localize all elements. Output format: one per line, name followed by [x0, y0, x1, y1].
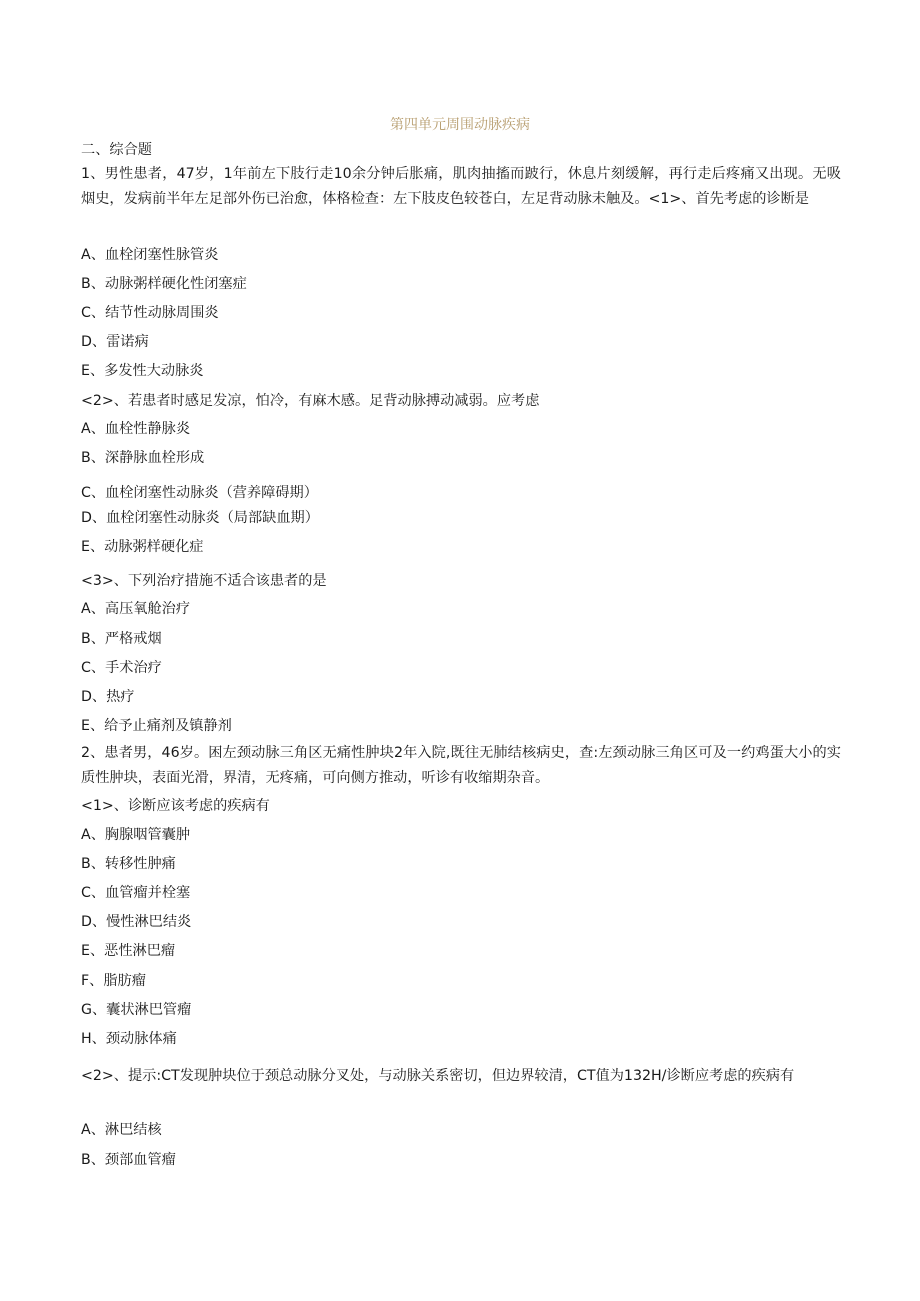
question-1-stem: 1、男性患者，47岁，1年前左下肢行走10余分钟后胀痛，肌肉抽搐而跛行，休息片刻缓解，再行走后疼痛又出现。无吸烟史，发病前半年左足部外伤已治愈，体格检查：左下肢皮色较苍白，左足背动脉未触及。<1>、首先考虑的诊断是 [81, 166, 841, 207]
section-heading: 二、综合题 [81, 142, 152, 158]
q2-1-option-e: E、恶性淋巴瘤 [81, 943, 176, 959]
q1-1-option-d: D、雷诺病 [81, 334, 149, 350]
q2-1-option-g: G、囊状淋巴管瘤 [81, 1002, 192, 1018]
q2-1-option-c: C、血管瘤并栓塞 [81, 885, 191, 901]
question-2-stem: 2、患者男，46岁。困左颈动脉三角区无痛性肿块2年入院,既往无肺结核病史，查:左颈动脉三角区可及一约鸡蛋大小的实质性肿块，表面光滑，界清，无疼痛，可向侧方推动，听诊有收缩期杂音。 [81, 745, 841, 786]
q2-1-option-d: D、慢性淋巴结炎 [81, 914, 192, 930]
q1-3-option-e: E、给予止痛剂及镇静剂 [81, 718, 232, 734]
q2-1-stem: <1>、诊断应该考虑的疾病有 [81, 798, 270, 814]
q2-2-option-a: A、淋巴结核 [81, 1122, 162, 1138]
q2-1-option-a: A、胸腺咽管囊肿 [81, 827, 191, 843]
q2-2-stem: <2>、提示:CT发现肿块位于颈总动脉分叉处，与动脉关系密切，但边界较清，CT值为132H/诊断应考虑的疾病有 [81, 1068, 795, 1084]
q1-3-stem: <3>、下列治疗措施不适合该患者的是 [81, 573, 327, 589]
q2-1-option-f: F、脂肪瘤 [81, 973, 146, 989]
q1-3-option-d: D、热疗 [81, 689, 135, 705]
q1-2-option-b: B、深静脉血栓形成 [81, 450, 205, 466]
q1-1-option-c: C、结节性动脉周围炎 [81, 305, 219, 321]
q1-2-option-a: A、血栓性静脉炎 [81, 421, 191, 437]
q1-1-option-b: B、动脉粥样硬化性闭塞症 [81, 276, 247, 292]
q1-2-option-c: C、血栓闭塞性动脉炎（营养障碍期） [81, 485, 318, 501]
q2-1-option-b: B、转移性肿痛 [81, 856, 176, 872]
q2-2-option-b: B、颈部血管瘤 [81, 1152, 176, 1168]
q1-2-stem: <2>、若患者时感足发凉，怕冷，有麻木感。足背动脉搏动减弱。应考虑 [81, 393, 540, 409]
page-title: 第四单元周围动脉疾病 [390, 117, 530, 133]
q1-2-option-e: E、动脉粥样硬化症 [81, 539, 204, 555]
q1-2-option-d: D、血栓闭塞性动脉炎（局部缺血期） [81, 510, 319, 526]
q1-3-option-c: C、手术治疗 [81, 660, 162, 676]
q1-3-option-b: B、严格戒烟 [81, 631, 162, 647]
q1-1-option-a: A、血栓闭塞性脉管炎 [81, 247, 219, 263]
q1-3-option-a: A、高压氧舱治疗 [81, 601, 191, 617]
q1-1-option-e: E、多发性大动脉炎 [81, 363, 204, 379]
q2-1-option-h: H、颈动脉体痛 [81, 1031, 177, 1047]
